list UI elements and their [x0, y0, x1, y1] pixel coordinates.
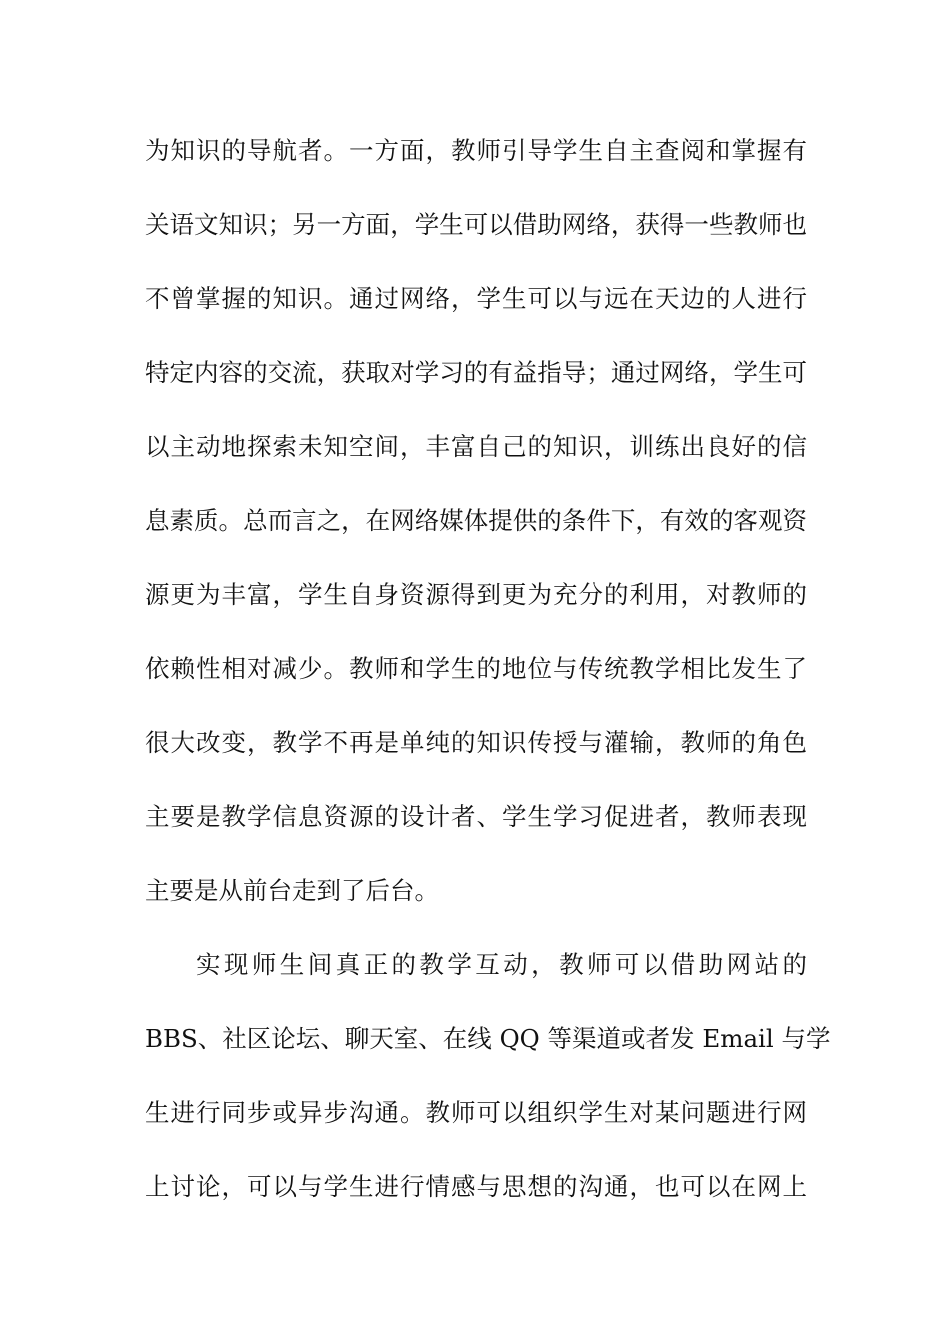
- text-line: 源更为丰富，学生自身资源得到更为充分的利用，对教师的: [145, 580, 807, 609]
- text-line: 为知识的导航者。一方面，教师引导学生自主查阅和掌握有: [145, 136, 807, 165]
- text-line: 很大改变，教学不再是单纯的知识传授与灌输，教师的角色: [145, 728, 807, 757]
- text-line: 主要是教学信息资源的设计者、学生学习促进者，教师表现: [145, 802, 807, 831]
- text-line: 依赖性相对减少。教师和学生的地位与传统教学相比发生了: [145, 654, 807, 683]
- text-line: BBS、社区论坛、聊天室、在线 QQ 等渠道或者发 Email 与学: [145, 1024, 831, 1053]
- text-line: 关语文知识；另一方面，学生可以借助网络，获得一些教师也: [145, 210, 807, 239]
- text-line: 以主动地探索未知空间，丰富自己的知识，训练出良好的信: [145, 432, 807, 461]
- text-line: 主要是从前台走到了后台。: [145, 876, 439, 905]
- text-line: 生进行同步或异步沟通。教师可以组织学生对某问题进行网: [145, 1098, 807, 1127]
- text-line: 上讨论，可以与学生进行情感与思想的沟通，也可以在网上: [145, 1172, 807, 1201]
- text-line: 息素质。总而言之，在网络媒体提供的条件下，有效的客观资: [145, 506, 807, 535]
- text-line: 不曾掌握的知识。通过网络，学生可以与远在天边的人进行: [145, 284, 807, 313]
- text-line: 特定内容的交流，获取对学习的有益指导；通过网络，学生可: [145, 358, 807, 387]
- paragraph-first-line: 实现师生间真正的教学互动，教师可以借助网站的: [196, 950, 807, 979]
